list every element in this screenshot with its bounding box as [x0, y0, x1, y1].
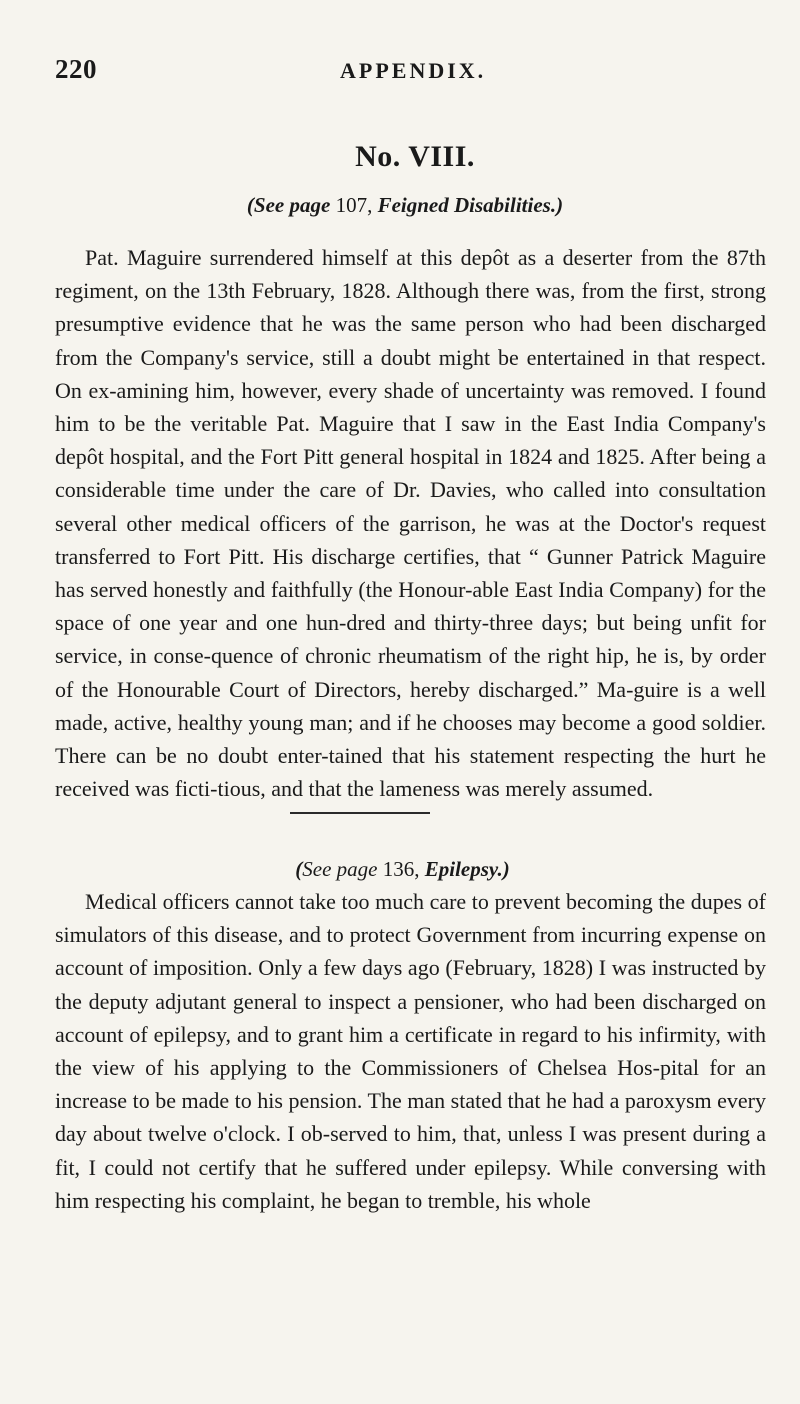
section-divider: [290, 812, 430, 814]
reference-lead: See page: [253, 193, 331, 217]
reference-lead: See page: [302, 857, 378, 881]
page-reference-epilepsy: (See page 136, Epilepsy.): [295, 857, 510, 881]
paragraph-maguire: [55, 241, 766, 805]
paragraph-epilepsy: [55, 885, 766, 1217]
reference-topic: Epilepsy.: [424, 857, 503, 881]
paragraph-text: Pat. Maguire surrendered himself at this depôt as a deserter from the 87th regiment, on the 13th February, 1828. Although there was, from the first, strong presumptive evidence that he was the same person who had been discharged from the Company's service, still a doubt might be entertained in that respect. On ex-amining him, however, every shade of uncertainty was removed. I found him to be the veritable Pat. Maguire that I saw in the East India Company's depôt hospital, and the Fort Pitt general hospital in 1824 and 1825. After being a considerable time under the care of Dr. Davies, who called into consultation several other medical officers of the garrison, he was at the Doctor's request transferred to Fort Pitt. His discharge certifies, that “ Gunner Patrick Maguire has served honestly and faithfully (the Honour-able East India Company) for the space of one year and one hun-dred and thirty-three days; but being unfit for service, in conse-quence of chronic rheumatism of the right hip, he is, by order of the Honourable Court of Directors, hereby discharged.” Ma-guire is a well made, active, healthy young man; and if he chooses may become a good soldier. There can be no doubt enter-tained that his statement respecting the hurt he received was ficti-tious, and that the lameness was merely assumed.: [55, 245, 766, 802]
section-title: No. VIII.: [355, 140, 475, 173]
page-number: 220: [55, 54, 97, 84]
reference-page: 136,: [382, 857, 420, 881]
page-reference-feigned-disabilities: (See page 107, Feigned Disabilities.): [246, 193, 564, 217]
running-head: APPENDIX.: [340, 58, 487, 83]
paragraph-text: Medical officers cannot take too much care to prevent becoming the dupes of simulators of this disease, and to protect Government from incurring expense on account of imposition. Only a few days ago (February, 1828) I was instructed by the deputy adjutant general to inspect a pensioner, who had been discharged on account of epilepsy, and to grant him a certificate in regard to his infirmity, with the view of his applying to the Commissioners of Chelsea Hos-pital for an increase to be made to his pension. The man stated that he had a paroxysm every day about twelve o'clock. I ob-served to him, that, unless I was present during a fit, I could not certify that he suffered under epilepsy. While conversing with him respecting his complaint, he began to tremble, his whole: [55, 889, 766, 1213]
reference-topic: Feigned Disabilities.: [377, 193, 557, 217]
reference-page: 107,: [335, 193, 373, 217]
